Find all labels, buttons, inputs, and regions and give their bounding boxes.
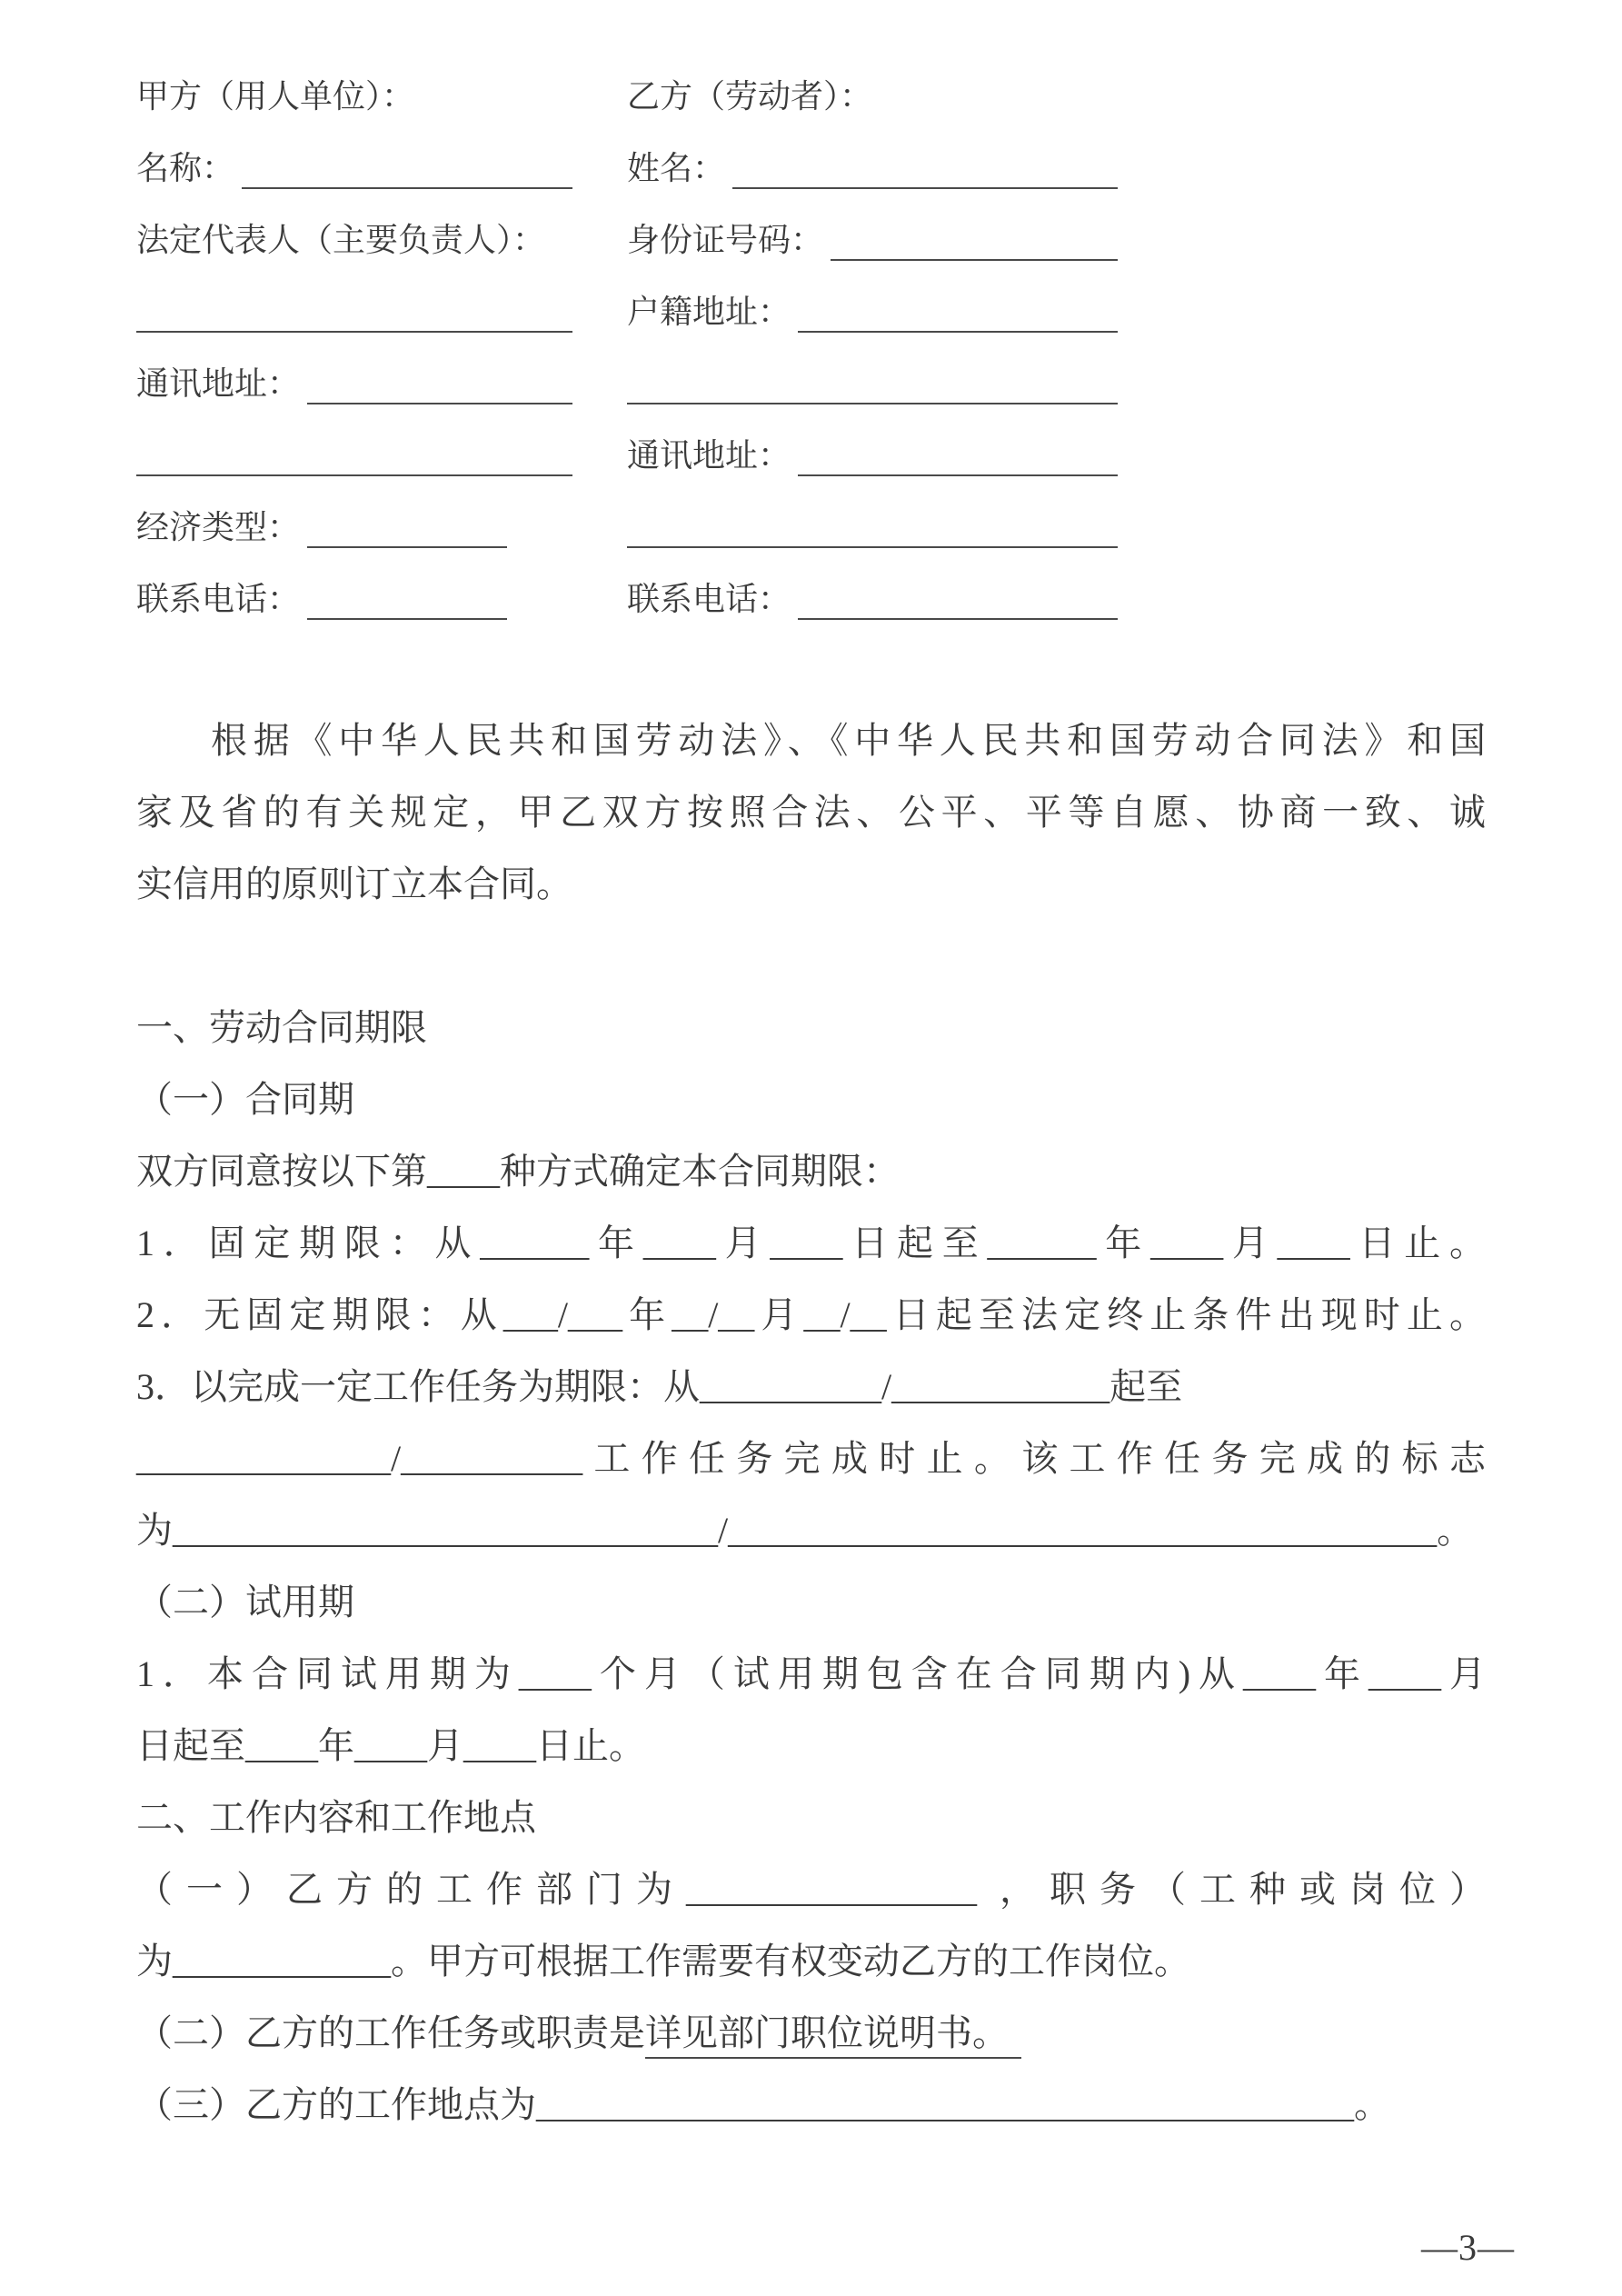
task-based-term-line-1: 3．以完成一定工作任务为期限：从__________/____________起至 [136,1366,1183,1407]
party-b-registered-address-blank-line-2 [627,399,1118,404]
party-b-name-label: 姓名： [627,150,726,186]
party-b-registered-address-blank-row [627,345,1118,417]
contract-body [136,704,1486,2141]
party-a-title-row [136,58,572,130]
party-a-legal-rep-blank-row [136,274,572,345]
party-b-registered-address-label: 户籍地址： [627,294,791,330]
party-b-address-blank-line [798,471,1118,476]
intro-line-3: 实信用的原则订立本合同。 [136,863,572,904]
party-a-phone-label: 联系电话： [136,581,301,617]
work-department-line-1: （一）乙方的工作部门为________________ ，职务（工种或岗位） [136,1869,1486,1910]
party-b-address-blank-row [627,489,1118,561]
party-a-phone-blank-line [307,614,507,620]
party-a-title: 甲方（用人单位）： [136,78,415,115]
work-duty-prefix-text: （二）乙方的工作任务或职责是 [136,2012,645,2053]
party-b-title: 乙方（劳动者）： [627,78,873,115]
party-a-economic-type-blank-line [307,543,507,548]
party-b-id-blank-line [831,255,1118,261]
probation-period-line-1: 1．本合同试用期为____个月（试用期包含在合同期内)从____年____月 [136,1653,1486,1694]
intro-line-1: 根据《中华人民共和国劳动法》、《中华人民共和国劳动合同法》和国 [211,720,1486,761]
task-based-term-line-2: ______________/__________工作任务完成时止。该工作任务完成的标志 [136,1438,1486,1479]
party-a-name-label: 名称： [136,150,235,186]
party-a-legal-rep-row [136,202,572,274]
party-a-address-blank-line [307,399,572,404]
party-b-title-row [627,58,1118,130]
party-b-name-row [627,130,1118,202]
spacer [136,920,1486,992]
party-b-address-blank-line-2 [627,543,1118,548]
open-ended-term-item: 2．无固定期限：从___/___年__/__月__/__日起至法定终止条件出现时止。 [136,1294,1486,1335]
party-b-registered-address-row [627,274,1118,345]
party-b-id-label: 身份证号码： [627,222,824,258]
party-b-phone-row [627,561,1118,633]
party-a-name-row [136,130,572,202]
work-duty-line [136,1997,1486,2069]
fixed-term-item: 1．固定期限：从______年____月____日起至______年____月____日止。 [136,1223,1486,1263]
section-1-heading: 一、劳动合同期限 [136,1007,427,1048]
task-based-term-line-3: 为______________________________/_______________________________________。 [136,1510,1474,1551]
party-a-economic-type-row [136,489,572,561]
party-a-address-label: 通讯地址： [136,365,301,402]
work-department-line-2: 为____________。甲方可根据工作需要有权变动乙方的工作岗位。 [136,1941,1190,1982]
party-a-address-blank-line-2 [136,471,572,476]
spacer [136,633,1486,704]
work-duty-underlined-text: 详见部门职位说明书。 [645,2012,1021,2059]
party-b-phone-label: 联系电话： [627,581,791,617]
party-a-address-row [136,345,572,417]
party-a-phone-row [136,561,572,633]
party-a-address-blank-row [136,417,572,489]
party-a-legal-rep-blank-line [136,327,572,333]
page-number: —3— [1421,2227,1515,2268]
party-b-address-label: 通讯地址： [627,437,791,474]
work-location-line: （三）乙方的工作地点为_____________________________________________。 [136,2084,1390,2125]
section-1-sub-1-heading: （一）合同期 [136,1079,354,1120]
section-1-sub-2-heading: （二）试用期 [136,1582,354,1622]
party-a-column [136,58,572,633]
probation-period-line-2: 日起至____年____月____日止。 [136,1725,645,1766]
contract-term-method-line: 双方同意按以下第____种方式确定本合同期限： [136,1151,900,1192]
party-b-phone-blank-line [798,614,1118,620]
parties-info-form [136,58,1486,633]
party-b-address-row [627,417,1118,489]
section-2-heading: 二、工作内容和工作地点 [136,1797,536,1838]
party-b-name-blank-line [732,184,1118,189]
party-a-legal-rep-label: 法定代表人（主要负责人）： [136,222,546,258]
party-a-name-blank-line [242,184,572,189]
party-a-economic-type-label: 经济类型： [136,509,301,545]
party-b-column [627,58,1118,633]
party-b-id-row [627,202,1118,274]
party-b-registered-address-blank-line [798,327,1118,333]
intro-line-2: 家及省的有关规定，甲乙双方按照合法、公平、平等自愿、协商一致、诚 [136,792,1486,833]
